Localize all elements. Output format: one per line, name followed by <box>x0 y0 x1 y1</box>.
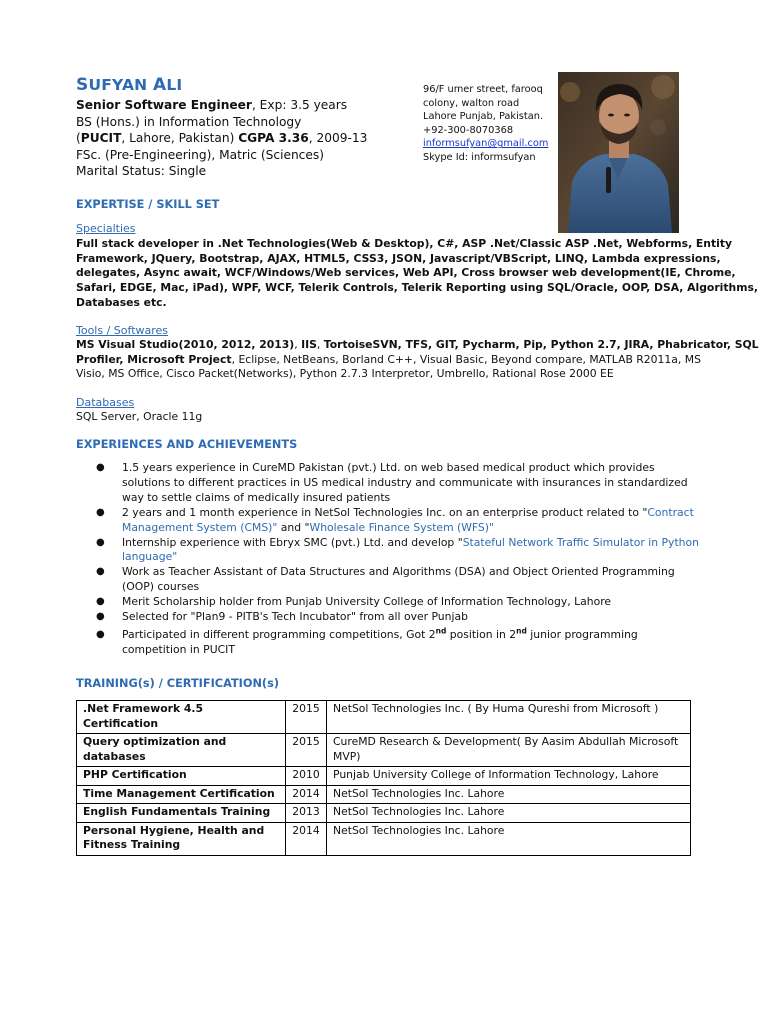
bullet-text-part: 2 years and 1 month experience in NetSol Technologies Inc. on an enterprise product related to " <box>122 505 648 519</box>
ordinal-suffix: nd <box>516 626 527 636</box>
address-line-1: 96/F umer street, farooq <box>423 84 543 95</box>
tools-bold: TortoiseSVN, TFS, GIT, Pycharm, Pip, Python 2.7, JIRA, Phabricator, SQL <box>323 338 759 351</box>
tools-regular: , Eclipse, NetBeans, Borland C++, Visual Basic, Beyond compare, MATLAB R2011a, MS <box>231 352 701 366</box>
cms-link: Management System (CMS)" <box>122 520 278 534</box>
university-line: (PUCIT, Lahore, Pakistan) CGPA 3.36, 2009-13 <box>76 131 368 145</box>
simulator-link: language" <box>122 550 178 564</box>
bullet-text: Work as Teacher Assistant of Data Structures and Algorithms (DSA) and Object Oriented Programming <box>122 565 675 579</box>
address-line-2: colony, walton road <box>423 97 520 109</box>
certification-year: 2014 <box>286 785 327 804</box>
certification-year: 2013 <box>286 804 327 823</box>
bullet-text: Selected for "Plan9 - PITB's Tech Incubator" from all over Punjab <box>122 610 468 624</box>
specialties-line: Safari, EDGE, Mac, iPad), WPF, WCF, Telerik Controls, Telerik Reporting using SQL/Oracle, OOP, DSA, Algorithms, <box>76 281 758 295</box>
certification-organization: NetSol Technologies Inc. ( By Huma Qureshi from Microsoft ) <box>327 701 691 734</box>
bullet-text-part: Participated in different programming competitions, Got 2 <box>122 627 436 641</box>
bullet-text <box>122 628 686 643</box>
experience-list <box>96 461 699 658</box>
table-row <box>77 701 691 734</box>
certification-organization: Punjab University College of Information Technology, Lahore <box>327 767 691 786</box>
wfs-link: Wholesale Finance System (WFS)" <box>309 520 494 534</box>
list-item <box>96 565 686 595</box>
bullet-dot: ● <box>96 628 105 640</box>
tools-line <box>76 338 759 353</box>
study-years: , 2009-13 <box>308 131 368 145</box>
university-abbr: PUCIT <box>80 131 122 145</box>
tools-line <box>76 352 701 368</box>
certification-year: 2010 <box>286 767 327 786</box>
certification-organization: NetSol Technologies Inc. Lahore <box>327 804 691 823</box>
fsc-line: FSc. (Pre-Engineering), Matric (Sciences) <box>76 147 324 162</box>
contact-block <box>423 83 558 165</box>
table-row <box>77 785 691 804</box>
certification-organization: NetSol Technologies Inc. Lahore <box>327 785 691 804</box>
certification-organization: CureMD Research & Development( By Aasim Abdullah Microsoft MVP) <box>327 734 691 767</box>
table-row <box>77 734 691 767</box>
training-heading: TRAINING(s) / CERTIFICATION(s) <box>76 677 279 690</box>
table-row <box>77 767 691 786</box>
tools-label: Tools / Softwares <box>76 324 169 337</box>
bullet-text: Merit Scholarship holder from Punjab University College of Information Technology, Lahore <box>122 595 612 609</box>
name-first-initial: S <box>76 75 89 95</box>
simulator-link: Stateful Network Traffic Simulator in Python <box>462 535 699 549</box>
personal-summary <box>76 97 416 180</box>
university-location: , Lahore, Pakistan) <box>121 131 239 145</box>
tools-line: Visio, MS Office, Cisco Packet(Networks), Python 2.7.3 Interpretor, Umbrello, Rational Rose 2000 EE <box>76 367 614 381</box>
specialties-line: Full stack developer in .Net Technologies(Web & Desktop), C#, ASP .Net/Classic ASP .Net, Webforms, Entity <box>76 237 733 250</box>
bullet-text-part: and " <box>277 520 310 534</box>
marital-label: Marital Status <box>76 164 161 178</box>
databases-label: Databases <box>76 396 135 409</box>
name-first-rest: UFYAN <box>88 76 148 94</box>
bullet-dot: ● <box>96 566 105 578</box>
list-item <box>96 628 686 658</box>
name-last-rest: LI <box>166 76 183 94</box>
marital-value: : Single <box>160 164 207 178</box>
table-row <box>77 804 691 823</box>
phone-number: +92-300-8070368 <box>423 124 514 136</box>
bullet-dot: ● <box>96 462 105 473</box>
training-table <box>76 700 691 856</box>
bullet-text: 1.5 years experience in CureMD Pakistan (pvt.) Ltd. on web based medical product which provides <box>122 461 655 474</box>
list-item <box>96 461 686 506</box>
bullet-text: solutions to different practices in US medical industry and communicate with insurances in standardized <box>122 475 688 489</box>
tools-text <box>76 338 759 382</box>
cms-link: Contract <box>647 505 694 519</box>
certification-name: PHP Certification <box>77 767 286 786</box>
experience-heading: EXPERIENCES AND ACHIEVEMENTS <box>76 438 298 451</box>
certification-year: 2015 <box>286 734 327 767</box>
specialties-line: Databases etc. <box>76 295 167 309</box>
specialties-line: Framework, JQuery, Bootstrap, AJAX, HTML5, CSS3, JSON, Javascript/VBScript, LINQ, Lambda expressions, <box>76 251 721 265</box>
list-item <box>96 505 694 536</box>
tools-bold: IIS <box>301 338 317 351</box>
bullet-text: competition in PUCIT <box>122 642 235 656</box>
marital-line <box>76 163 416 180</box>
candidate-name <box>76 75 182 95</box>
email-link[interactable]: informsufyan@gmail.com <box>423 138 549 150</box>
certification-organization: NetSol Technologies Inc. Lahore <box>327 822 691 855</box>
certification-name: Time Management Certification <box>77 785 286 804</box>
certification-name: Query optimization and databases <box>77 734 286 767</box>
bullet-text: way to settle claims of medically insured patients <box>122 490 391 504</box>
tools-bold: Profiler, Microsoft Project <box>76 352 232 366</box>
role-line <box>76 97 416 114</box>
bullet-text-part: position in 2 <box>446 627 517 641</box>
bullet-text-part: junior programming <box>526 627 638 641</box>
list-item <box>96 595 686 610</box>
name-last-initial: A <box>152 75 167 95</box>
bullet-dot: ● <box>96 536 105 548</box>
certification-name: Personal Hygiene, Health and Fitness Training <box>77 822 286 855</box>
table-row <box>77 822 691 855</box>
certification-name: English Fundamentals Training <box>77 804 286 823</box>
degree-line: BS (Hons.) in Information Technology <box>76 114 302 129</box>
specialties-label: Specialties <box>76 222 136 235</box>
databases-value: SQL Server, Oracle 11g <box>76 410 203 423</box>
certification-name: .Net Framework 4.5 Certification <box>77 701 286 734</box>
certification-year: 2015 <box>286 701 327 734</box>
expertise-heading: EXPERTISE / SKILL SET <box>76 198 220 211</box>
ordinal-suffix: nd <box>435 626 447 636</box>
bullet-text <box>122 535 699 551</box>
tools-separator: , <box>294 338 302 351</box>
bullet-text <box>122 505 694 521</box>
role-title: Senior Software Engineer <box>76 98 252 112</box>
specialties-line: delegates, Async await, WCF/Windows/Web services, Web API, Cross browser web development(IE, Chrome, <box>76 266 736 280</box>
bullet-text <box>122 521 686 536</box>
tools-separator: , <box>316 338 324 351</box>
address-line-3: Lahore Punjab, Pakistan. <box>423 111 544 123</box>
tools-bold: MS Visual Studio(2010, 2012, 2013) <box>76 338 295 351</box>
list-item <box>96 535 699 566</box>
certification-year: 2014 <box>286 822 327 855</box>
profile-photo <box>558 72 679 233</box>
bullet-text: (OOP) courses <box>122 580 200 594</box>
bullet-dot: ● <box>96 596 105 608</box>
cgpa: CGPA 3.36 <box>238 131 309 145</box>
bullet-text-part: Internship experience with Ebryx SMC (pvt.) Ltd. and develop " <box>122 535 463 549</box>
bullet-dot: ● <box>96 611 105 623</box>
skype-id: Skype Id: informsufyan <box>423 151 536 163</box>
specialties-text <box>76 237 758 311</box>
list-item <box>96 610 686 625</box>
bullet-dot: ● <box>96 506 105 518</box>
role-experience: , Exp: 3.5 years <box>251 98 348 112</box>
